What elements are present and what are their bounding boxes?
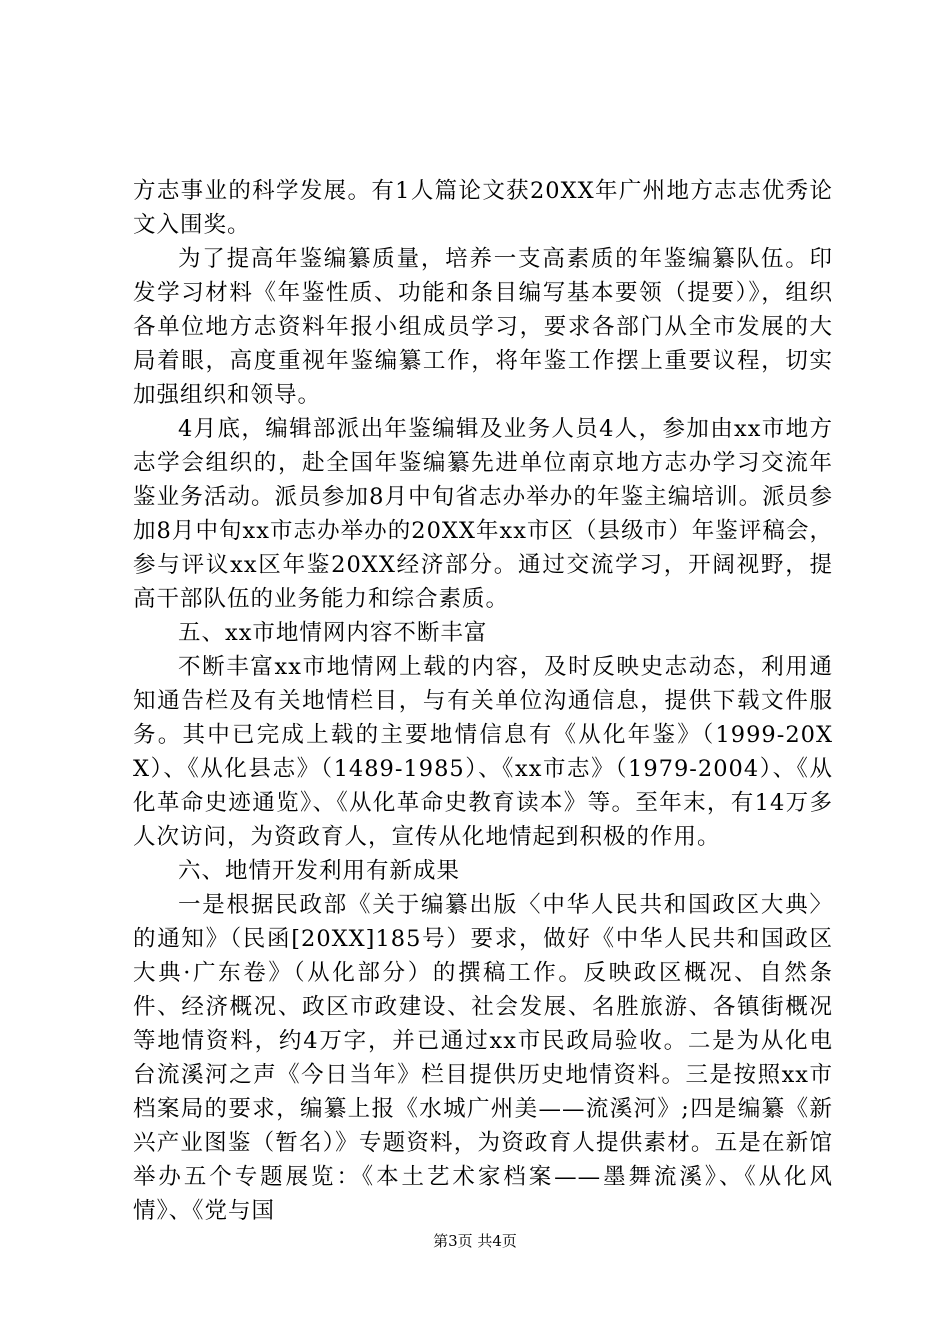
paragraph-continuation: 方志事业的科学发展。有1人篇论文获20XX年广州地方志志优秀论文入围奖。	[133, 178, 833, 238]
paragraph-yearbook-exchange: 4月底，编辑部派出年鉴编辑及业务人员4人，参加由xx市地方志学会组织的，赴全国年鉴编纂先进单位南京地方志办学习交流年鉴业务活动。派员参加8月中旬省志办举办的年鉴主编培训。派员参加8月中旬xx市志办举办的20XX年xx市区（县级市）年鉴评稿会，参与评议xx区年鉴20XX经济部分。通过交流学习，开阔视野，提高干部队伍的业务能力和综合素质。	[133, 416, 833, 612]
paragraph-website-content: 不断丰富xx市地情网上载的内容，及时反映史志动态，利用通知通告栏及有关地情栏目，与有关单位沟通信息，提供下载文件服务。其中已完成上载的主要地情信息有《从化年鉴》（1999-20XX）、《从化县志》（1489-1985）、《xx市志》（1979-2004）、《从化革命史迹通览》、《从化革命史教育读本》等。至年末，有14万多人次访问，为资政育人，宣传从化地情起到积极的作用。	[133, 654, 833, 850]
section-heading-5: 五、xx市地情网内容不断丰富	[178, 620, 488, 646]
section-heading-6: 六、地情开发利用有新成果	[178, 858, 461, 884]
paragraph-yearbook-quality: 为了提高年鉴编纂质量，培养一支高素质的年鉴编纂队伍。印发学习材料《年鉴性质、功能和条目编写基本要领（提要）》，组织各单位地方志资料年报小组成员学习，要求各部门从全市发展的大局着眼，高度重视年鉴编纂工作，将年鉴工作摆上重要议程，切实加强组织和领导。	[133, 246, 833, 408]
body-text	[133, 174, 833, 1228]
paragraph-development-results: 一是根据民政部《关于编纂出版〈中华人民共和国政区大典〉的通知》（民函[20XX]185号）要求，做好《中华人民共和国政区大典·广东卷》（从化部分）的撰稿工作。反映政区概况、自然条件、经济概况、政区市政建设、社会发展、名胜旅游、各镇街概况等地情资料，约4万字，并已通过xx市民政局验收。二是为从化电台流溪河之声《今日当年》栏目提供历史地情资料。三是按照xx市档案局的要求，编纂上报《水城广州美——流溪河》;四是编纂《新兴产业图鉴（暂名）》专题资料，为资政育人提供素材。五是在新馆举办五个专题展览：《本土艺术家档案——墨舞流溪》、《从化风情》、《党与国	[133, 892, 833, 1224]
page-footer: 第3页 共4页	[433, 1232, 517, 1250]
